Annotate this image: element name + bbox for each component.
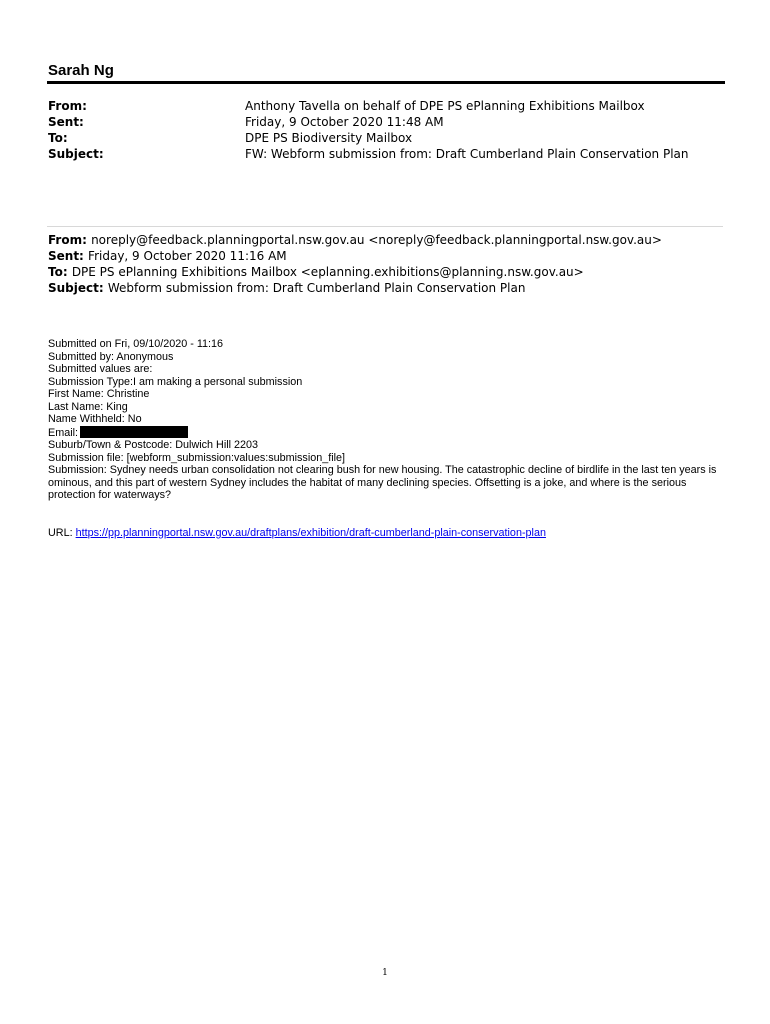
forwarded-from-label: From: (48, 233, 92, 247)
submission-body (48, 338, 720, 502)
header-sent-row (48, 114, 728, 130)
email-label: Email: (48, 426, 78, 439)
submission-file: Submission file: [webform_submission:values:submission_file] (48, 451, 346, 464)
header-from-value: Anthony Tavella on behalf of DPE PS ePlanning Exhibitions Mailbox (245, 99, 645, 113)
forwarded-to-row (48, 264, 738, 280)
email-header (48, 98, 728, 162)
mailbox-owner-name: Sarah Ng (48, 62, 114, 79)
header-subject-label: Subject: (48, 147, 104, 161)
suburb-postcode: Suburb/Town & Postcode: Dulwich Hill 2203 (48, 439, 259, 451)
submission-text: Submission: Sydney needs urban consolidation not clearing bush for new housing. The catastrophic decline of birdlife in the last ten years is ominous, and this part of western Sydney includes the habitat of many declining species. Offsetting is a joke, and where is the serious protection for waterways? (48, 464, 717, 501)
url-row (48, 527, 546, 540)
forwarded-to-label: To: (48, 265, 72, 279)
header-to-label: To: (48, 131, 68, 145)
forwarded-sent-row (48, 248, 738, 264)
page-number: 1 (382, 968, 388, 978)
forward-divider (47, 226, 723, 227)
email-row (48, 426, 720, 440)
header-to-row (48, 130, 728, 146)
last-name: Last Name: King (48, 400, 128, 413)
forwarded-from-row (48, 232, 738, 248)
header-subject-row (48, 146, 728, 162)
header-subject-value: FW: Webform submission from: Draft Cumberland Plain Conservation Plan (245, 147, 689, 161)
submitted-values-heading: Submitted values are: (48, 363, 153, 375)
forwarded-from-value: noreply@feedback.planningportal.nsw.gov.au <noreply@feedback.planningportal.nsw.gov.au> (91, 233, 662, 247)
header-from-label: From: (48, 99, 87, 113)
forwarded-subject-label: Subject: (48, 281, 108, 295)
url-label: URL: (48, 527, 73, 539)
submission-url-link[interactable]: https://pp.planningportal.nsw.gov.au/draftplans/exhibition/draft-cumberland-plain-conservation-plan (75, 527, 546, 539)
email-redaction-box (80, 426, 188, 438)
submitted-on: Submitted on Fri, 09/10/2020 - 11:16 (48, 338, 224, 350)
header-rule (47, 81, 725, 84)
header-to-value: DPE PS Biodiversity Mailbox (245, 131, 413, 145)
name-withheld: Name Withheld: No (48, 413, 142, 425)
header-from-row (48, 98, 728, 114)
forwarded-sent-value: Friday, 9 October 2020 11:16 AM (88, 249, 287, 263)
forwarded-to-value: DPE PS ePlanning Exhibitions Mailbox <eplanning.exhibitions@planning.nsw.gov.au> (71, 265, 584, 279)
first-name: First Name: Christine (48, 388, 150, 400)
submission-type: Submission Type:I am making a personal submission (48, 375, 303, 388)
forwarded-sent-label: Sent: (48, 249, 89, 263)
header-sent-value: Friday, 9 October 2020 11:48 AM (245, 115, 444, 129)
header-sent-label: Sent: (48, 115, 84, 129)
forwarded-subject-row (48, 280, 738, 296)
submitted-by: Submitted by: Anonymous (48, 350, 174, 363)
forwarded-subject-value: Webform submission from: Draft Cumberland Plain Conservation Plan (107, 281, 526, 295)
forwarded-header (48, 232, 738, 296)
